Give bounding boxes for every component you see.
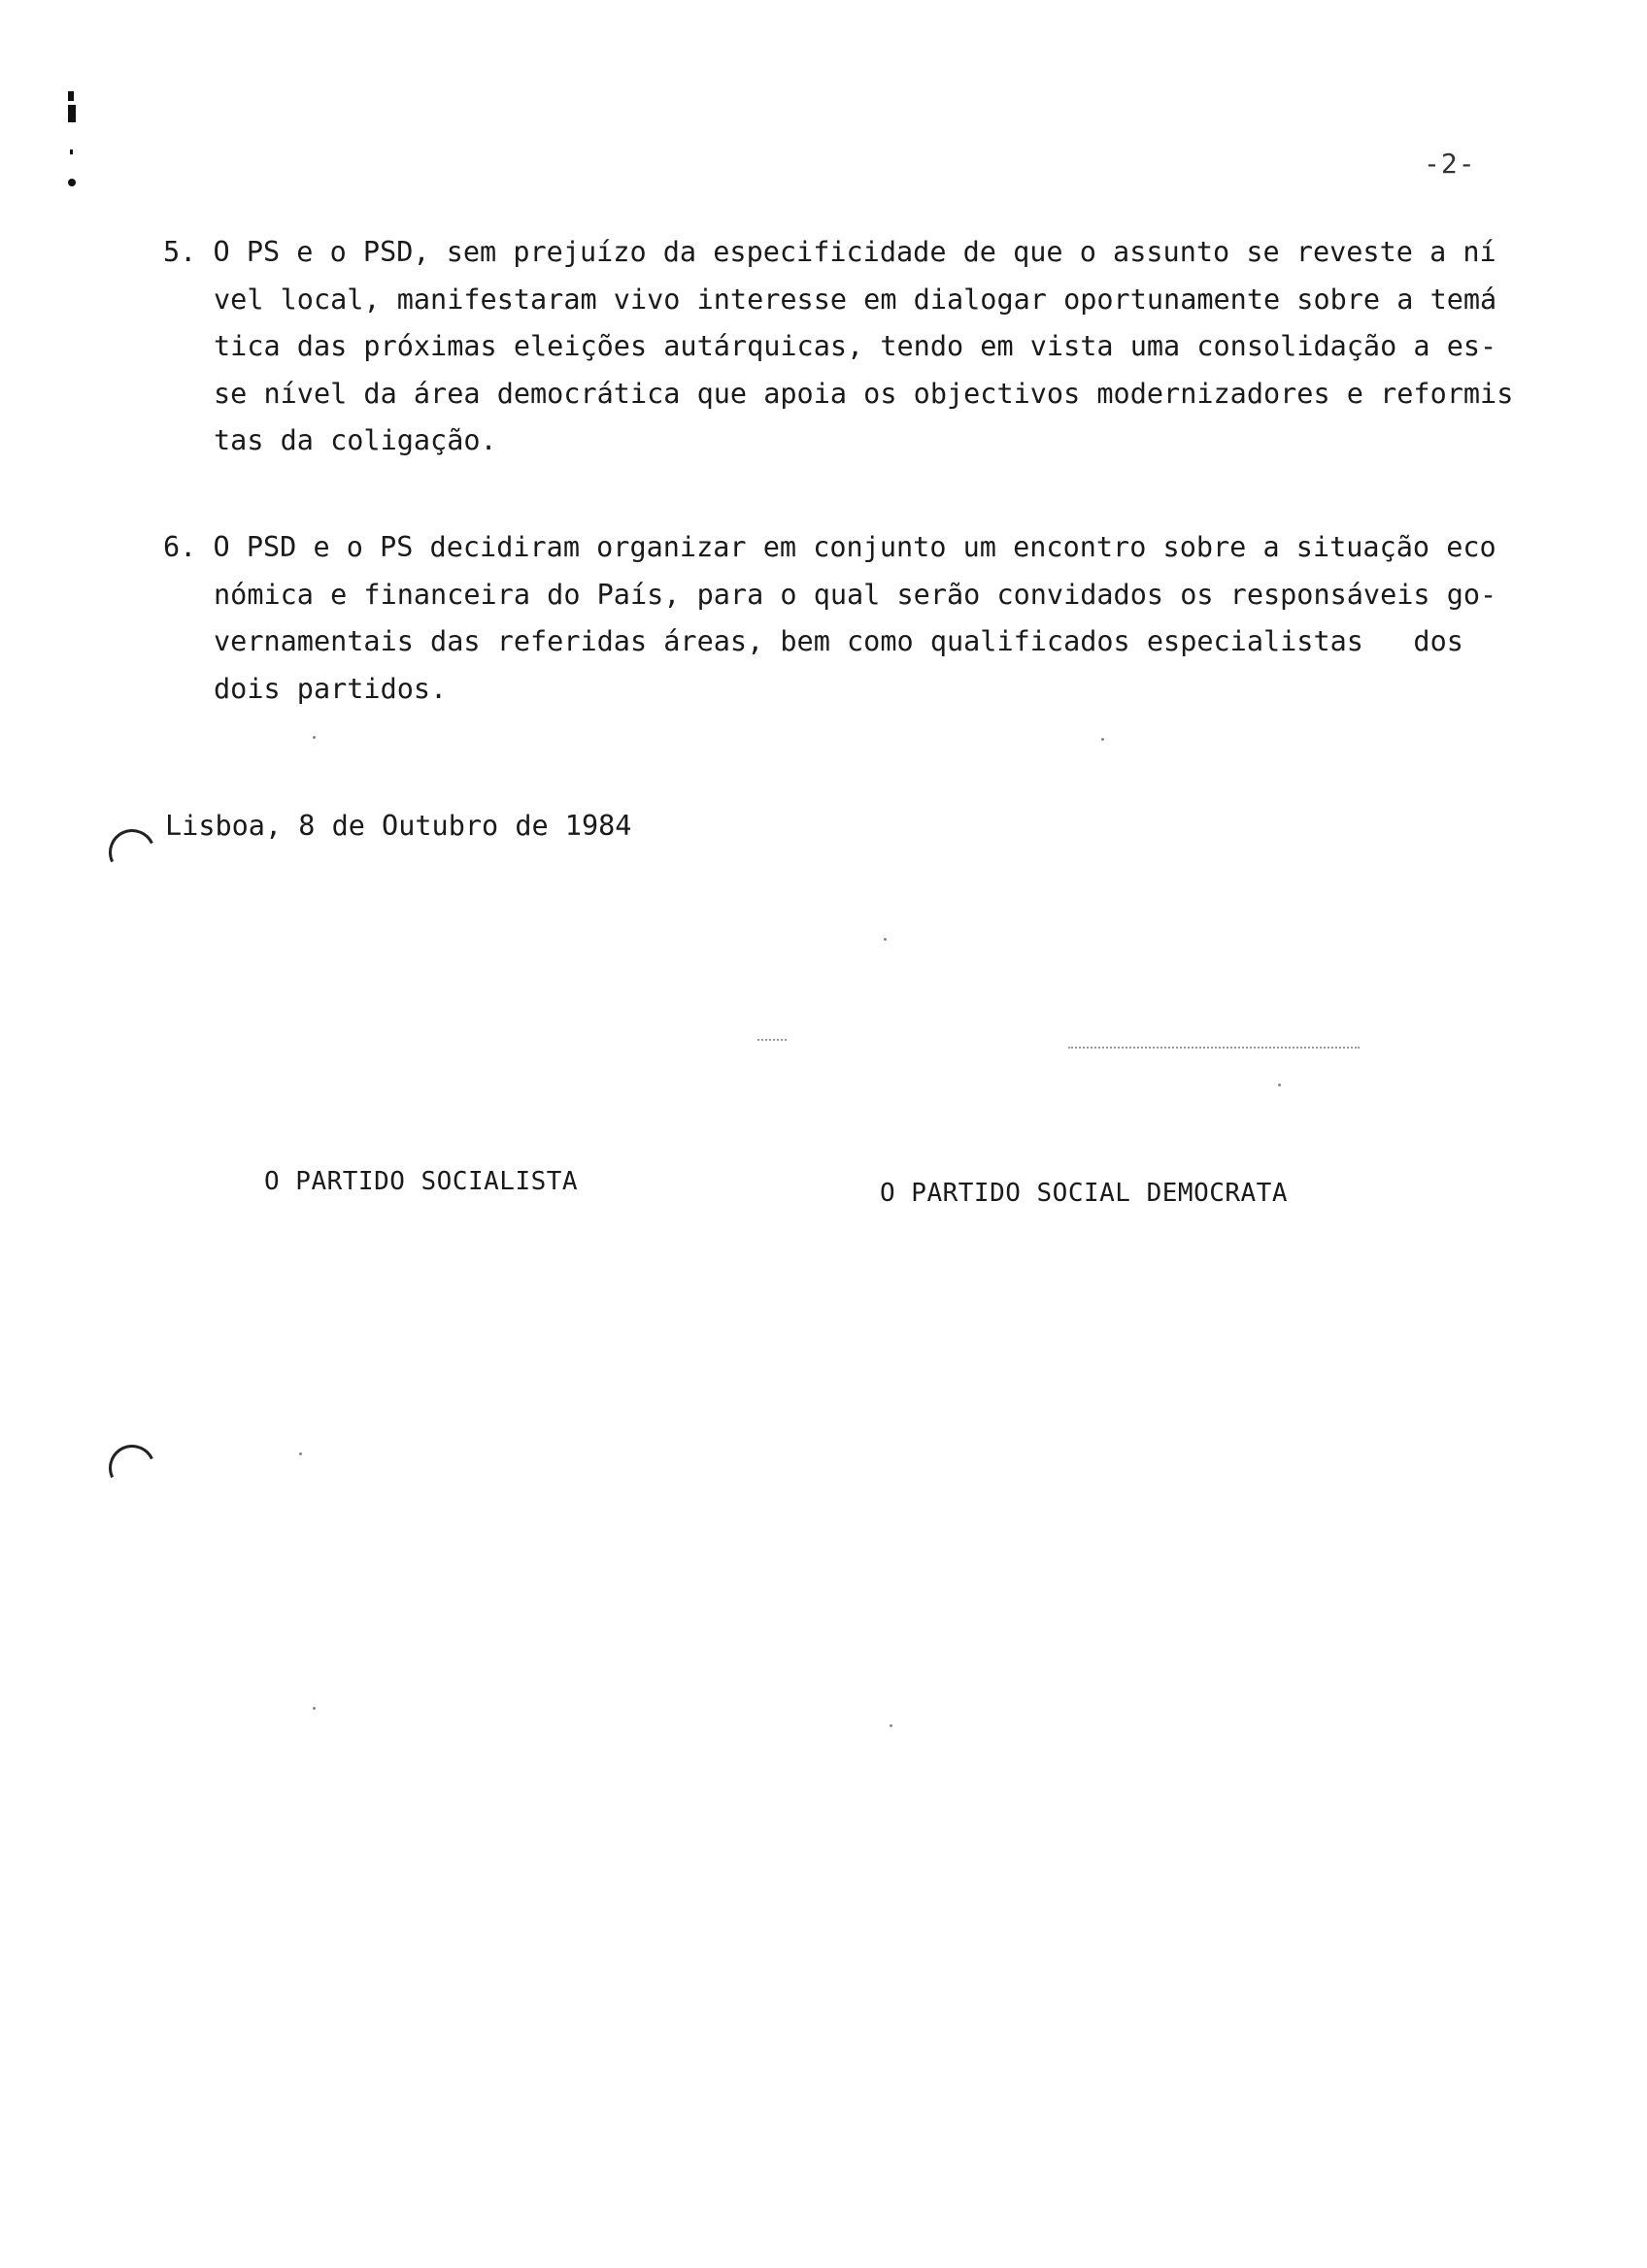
scan-smudge [1068, 1047, 1360, 1051]
scan-speck [1101, 738, 1104, 741]
scan-speck [884, 938, 887, 941]
margin-mark [68, 91, 74, 101]
scan-speck [890, 1724, 892, 1727]
paragraph-line: 5. O PS e o PSD, sem prejuízo da especificidade de que o assunto se reveste a ní [163, 236, 1496, 268]
paragraph-number: 6. [163, 531, 197, 563]
paragraph-line: tas da coligação. [214, 424, 497, 456]
margin-mark [70, 150, 73, 154]
margin-mark [68, 105, 76, 122]
paragraph-line: nómica e financeira do País, para o qual serão convidados os responsáveis go- [214, 578, 1497, 611]
scan-speck [313, 736, 316, 739]
paragraph-line: dois partidos. [214, 672, 448, 705]
place-and-date: Lisboa, 8 de Outubro de 1984 [165, 810, 632, 842]
scan-speck [313, 1707, 316, 1710]
paragraph-number: 5. [163, 236, 197, 268]
scan-speck [299, 1452, 302, 1455]
page-number: -2- [1424, 148, 1476, 180]
paragraph-line: vernamentais das referidas áreas, bem como qualificados especialistas dos [214, 625, 1463, 657]
hole-punch-mark [102, 822, 162, 883]
scan-speck [1278, 1084, 1281, 1086]
hole-punch-mark [102, 1438, 162, 1498]
paragraph-5 [163, 229, 1514, 465]
paragraph-line: se nível da área democrática que apoia os objectivos modernizadores e reformis [214, 377, 1514, 410]
signature-block-ps: O PARTIDO SOCIALISTA [264, 1167, 579, 1196]
scan-smudge [757, 1039, 787, 1043]
signature-block-psd: O PARTIDO SOCIAL DEMOCRATA [880, 1179, 1288, 1208]
paragraph-line: vel local, manifestaram vivo interesse em dialogar oportunamente sobre a temá [214, 283, 1497, 316]
margin-mark [68, 179, 76, 186]
paragraph-line: tica das próximas eleições autárquicas, tendo em vista uma consolidação a es- [214, 330, 1497, 362]
paragraph-6 [163, 524, 1503, 713]
paragraph-line: 6. O PSD e o PS decidiram organizar em conjunto um encontro sobre a situação eco [163, 531, 1496, 563]
